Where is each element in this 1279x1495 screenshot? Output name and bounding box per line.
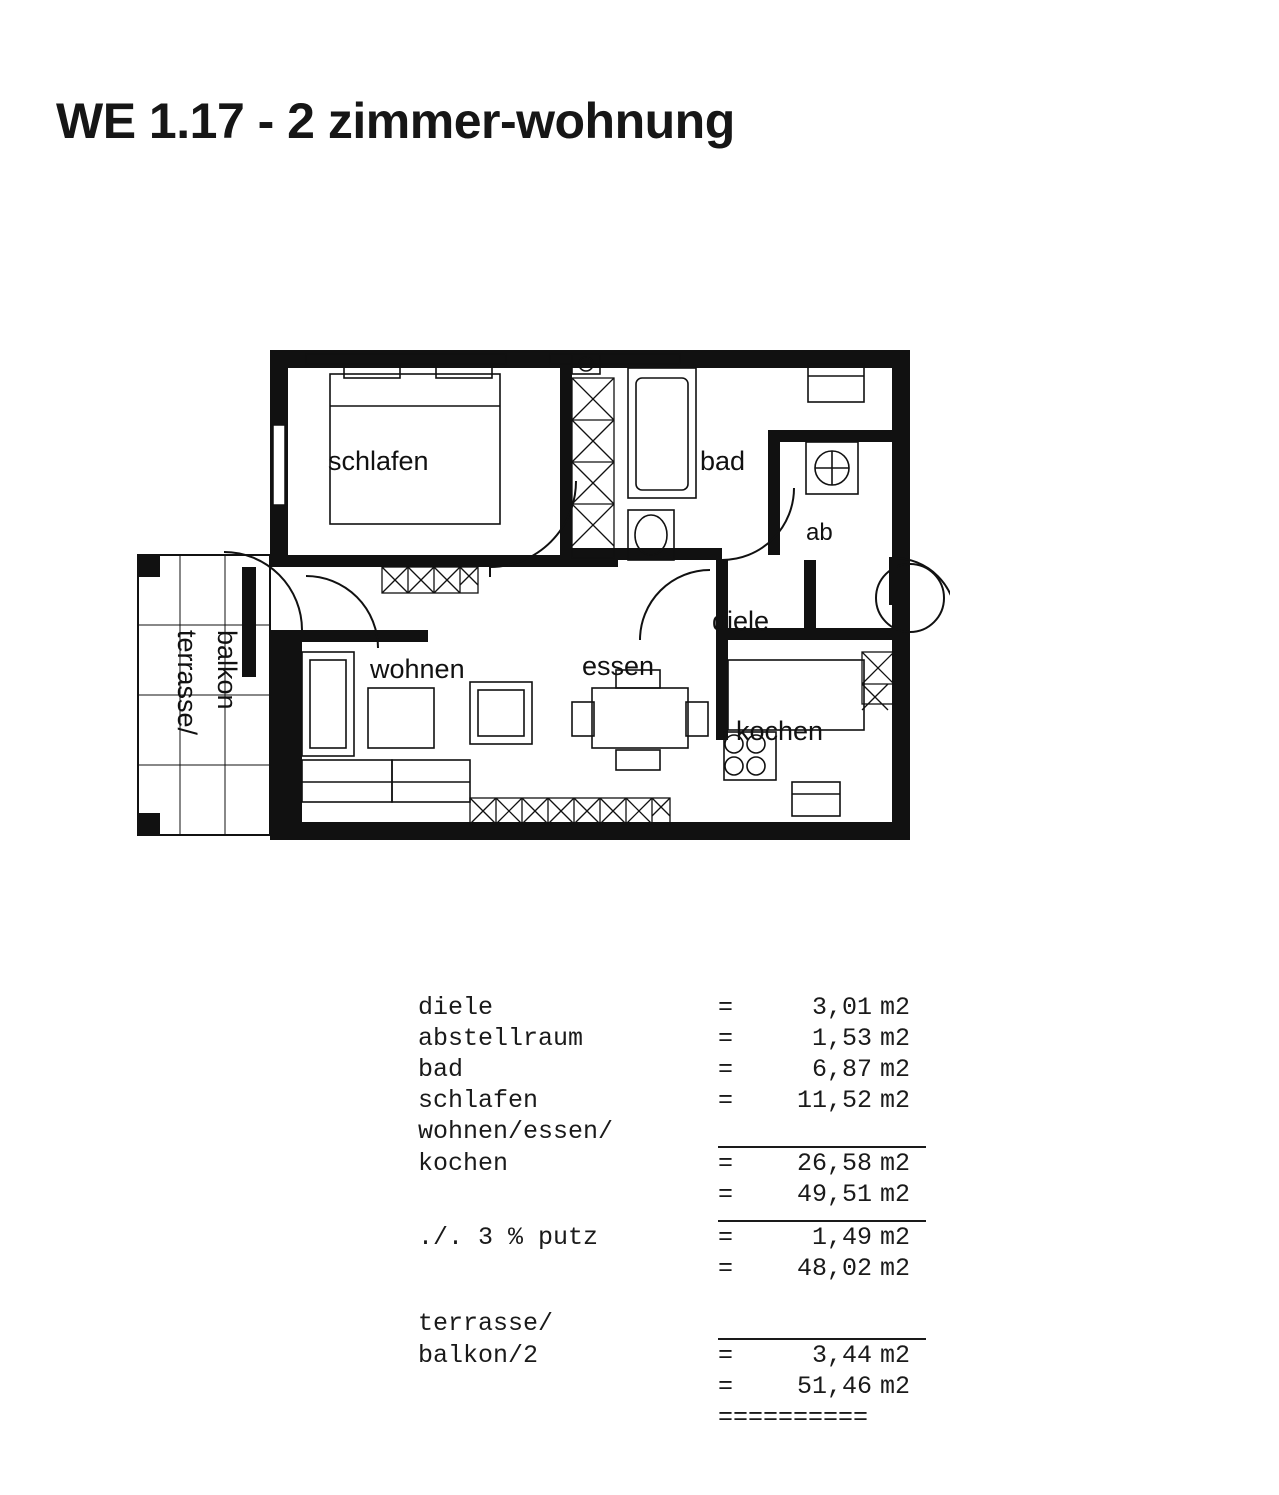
area-name: balkon/2 [418,1341,539,1370]
room-label-ab: ab [806,519,833,546]
area-value: 49,51 [796,1180,872,1209]
area-name [418,1179,718,1210]
floor-plan-drawing [120,330,950,890]
area-value: 26,58 [752,1147,880,1179]
area-name: bad [418,1055,464,1084]
area-footer-spacer [418,1402,718,1433]
area-value: 6,87 [811,1055,872,1084]
plan-geometry [138,350,950,840]
storage-fixtures [806,442,858,494]
area-unit: m2 [880,1024,911,1053]
area-row-subtotal [418,1147,926,1179]
room-label-balkon: balkon [212,630,242,710]
area-value [752,1308,880,1339]
windows [270,354,680,505]
area-equals [718,1308,752,1339]
hatched-elements [382,378,894,824]
area-row [418,1308,926,1339]
area-value: 11,52 [796,1086,872,1115]
area-value: 3,01 [811,993,872,1022]
area-name: terrasse/ [418,1309,554,1338]
area-equals: = [718,1086,734,1115]
area-value [752,1116,880,1147]
area-row [418,1116,926,1147]
area-unit: m2 [880,1180,911,1209]
area-name: wohnen/essen/ [418,1117,614,1146]
area-unit: m2 [880,1221,926,1253]
area-row-balcony [418,1339,926,1371]
area-unit: m2 [880,1254,911,1283]
area-spacer [418,1284,926,1308]
terrace-balcony-area [138,555,270,835]
area-unit: m2 [880,993,911,1022]
area-equals: = [718,1254,734,1283]
area-value: 1,53 [811,1024,872,1053]
spacer-cell [418,1210,926,1221]
room-label-diele: diele [712,606,770,636]
area-value: 51,46 [796,1372,872,1401]
room-label-schlafen: schlafen [328,446,429,476]
area-row-total [418,1179,926,1210]
area-row-grand-total [418,1371,926,1402]
area-equals: = [718,1024,734,1053]
room-label-kochen: kochen [736,716,824,746]
area-equals: = [718,1055,734,1084]
bedroom-furniture [330,364,500,524]
page-title: WE 1.17 - 2 zimmer-wohnung [56,93,735,149]
area-name: diele [418,993,494,1022]
spacer-cell [418,1284,926,1308]
area-row-total [418,1253,926,1284]
area-equals: = [718,1372,734,1401]
area-value: 3,44 [752,1339,880,1371]
room-label-terrasse: terrasse/ [172,630,202,736]
area-equals: = [718,1147,752,1179]
area-name: schlafen [418,1086,539,1115]
area-unit: m2 [880,1339,926,1371]
area-name [418,1253,718,1284]
area-name: ./. 3 % putz [418,1223,599,1252]
area-row [418,992,926,1023]
area-row [418,1023,926,1054]
area-equals: = [718,1221,752,1253]
dining-furniture [572,670,708,770]
area-footer: ========== [718,1403,869,1432]
area-unit [880,1116,926,1147]
area-name: abstellraum [418,1024,584,1053]
area-row [418,1054,926,1085]
area-name: kochen [418,1149,509,1178]
room-label-bad: bad [700,446,746,476]
area-unit: m2 [880,1055,911,1084]
area-unit: m2 [880,1147,926,1179]
area-spacer [418,1210,926,1221]
area-schedule [418,930,926,1495]
area-row-deduction [418,1221,926,1253]
area-unit: m2 [880,1372,911,1401]
area-row [418,1085,926,1116]
room-label-wohnen: wohnen [370,654,465,684]
area-unit: m2 [880,1086,911,1115]
area-unit [880,1308,926,1339]
area-equals: = [718,1180,734,1209]
room-label-essen: essen [582,651,655,681]
area-value: 48,02 [796,1254,872,1283]
area-name [418,1371,718,1402]
area-equals: = [718,993,734,1022]
area-footer-row [418,1402,926,1433]
area-value: 1,49 [752,1221,880,1253]
area-equals: = [718,1339,752,1371]
area-equals [718,1116,752,1147]
